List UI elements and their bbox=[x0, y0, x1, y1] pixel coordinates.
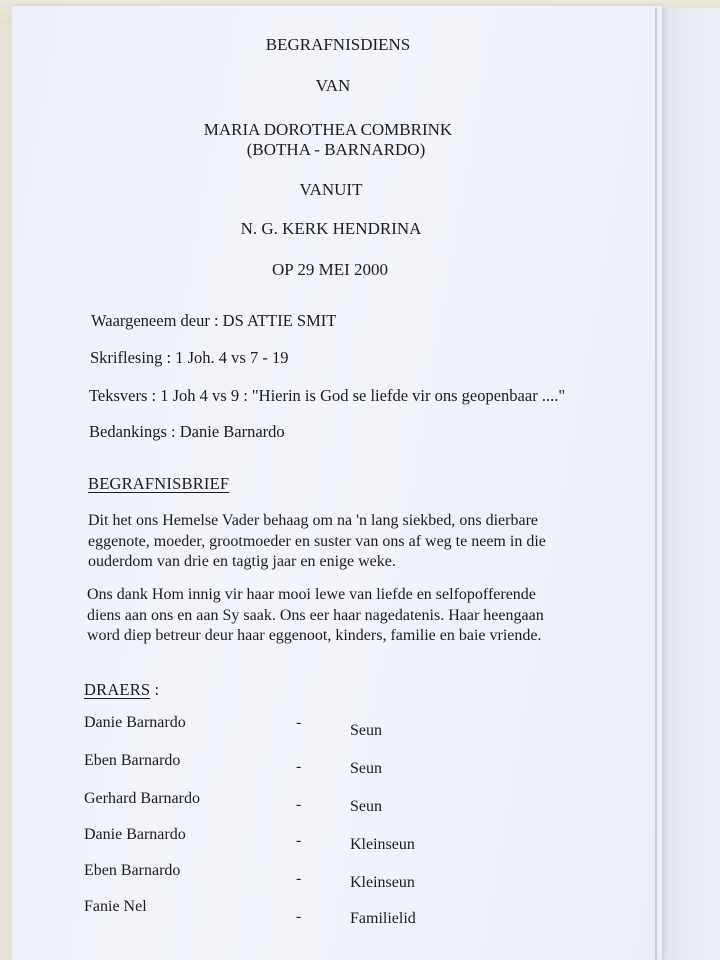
letter-paragraph-2-line: Ons dank Hom innig vir haar mooi lewe van liefde en selfopofferende bbox=[87, 586, 536, 603]
letter-paragraph-1-line: Dit het ons Hemelse Vader behaag om na 'n lang siekbed, ons dierbare bbox=[88, 512, 539, 529]
bearer-row bbox=[12, 752, 662, 777]
program-title: BEGRAFNISDIENS bbox=[265, 35, 411, 54]
bearer-name: Gerhard Barnardo bbox=[84, 790, 200, 807]
bearer-relation: Seun bbox=[350, 760, 382, 777]
bearer-separator: - bbox=[296, 832, 302, 849]
letter-paragraph-1-line: ouderdom van drie en tagtig jaar en enige weke. bbox=[88, 553, 396, 570]
bearer-row bbox=[12, 714, 662, 739]
bearers-heading-colon: : bbox=[150, 680, 160, 699]
bearer-relation: Kleinseun bbox=[350, 874, 415, 891]
vanuit-label: VANUIT bbox=[299, 180, 363, 199]
text-verse-line: Teksvers : 1 Joh 4 vs 9 : "Hierin is God se liefde vir ons geopenbaar ...." bbox=[89, 386, 566, 405]
bearer-relation: Familielid bbox=[350, 910, 416, 927]
van-label: VAN bbox=[315, 76, 351, 95]
bearers-heading-line bbox=[84, 680, 159, 700]
bearer-row bbox=[12, 790, 662, 815]
letter-paragraph-2 bbox=[87, 585, 627, 647]
deceased-name: MARIA DOROTHEA COMBRINK bbox=[203, 120, 453, 139]
church-name: N. G. KERK HENDRINA bbox=[240, 219, 422, 238]
letter-paragraph-1-line: eggenote, moeder, grootmoeder en suster van ons af weg te neem in die bbox=[88, 532, 546, 550]
bearer-separator: - bbox=[296, 714, 302, 731]
scripture-reading-line: Skriflesing : 1 Joh. 4 vs 7 - 19 bbox=[90, 348, 289, 367]
funeral-program-page bbox=[12, 6, 662, 960]
service-date: OP 29 MEI 2000 bbox=[271, 260, 388, 279]
bearer-separator: - bbox=[296, 796, 302, 813]
letter-paragraph-2-line: diens aan ons en aan Sy saak. Ons eer haar nagedatenis. Haar heengaan bbox=[87, 606, 544, 624]
bearer-name: Danie Barnardo bbox=[84, 714, 186, 731]
bearer-separator: - bbox=[296, 870, 302, 887]
bearer-name: Danie Barnardo bbox=[84, 826, 186, 843]
letter-paragraph-2-line: word diep betreur deur haar eggenoot, kinders, familie en baie vriende. bbox=[87, 627, 542, 644]
bearer-relation: Seun bbox=[350, 798, 382, 815]
bearer-row bbox=[12, 826, 662, 853]
officiant-line: Waargeneem deur : DS ATTIE SMIT bbox=[91, 311, 337, 330]
page-fold-crease bbox=[655, 8, 657, 960]
bearer-relation: Kleinseun bbox=[350, 836, 415, 853]
maiden-names: (BOTHA - BARNARDO) bbox=[246, 140, 426, 159]
bearer-row bbox=[12, 898, 662, 927]
letter-paragraph-1 bbox=[88, 511, 628, 573]
bearer-separator: - bbox=[296, 908, 302, 925]
bearer-row bbox=[12, 862, 662, 891]
bearer-name: Fanie Nel bbox=[84, 898, 147, 915]
bearer-name: Eben Barnardo bbox=[84, 862, 181, 879]
letter-heading: BEGRAFNISBRIEF bbox=[88, 474, 230, 493]
bearer-name: Eben Barnardo bbox=[84, 752, 181, 769]
bearer-relation: Seun bbox=[350, 722, 382, 739]
thanks-line: Bedankings : Danie Barnardo bbox=[89, 422, 285, 441]
bearers-heading: DRAERS bbox=[84, 680, 151, 699]
bearer-separator: - bbox=[296, 758, 302, 775]
